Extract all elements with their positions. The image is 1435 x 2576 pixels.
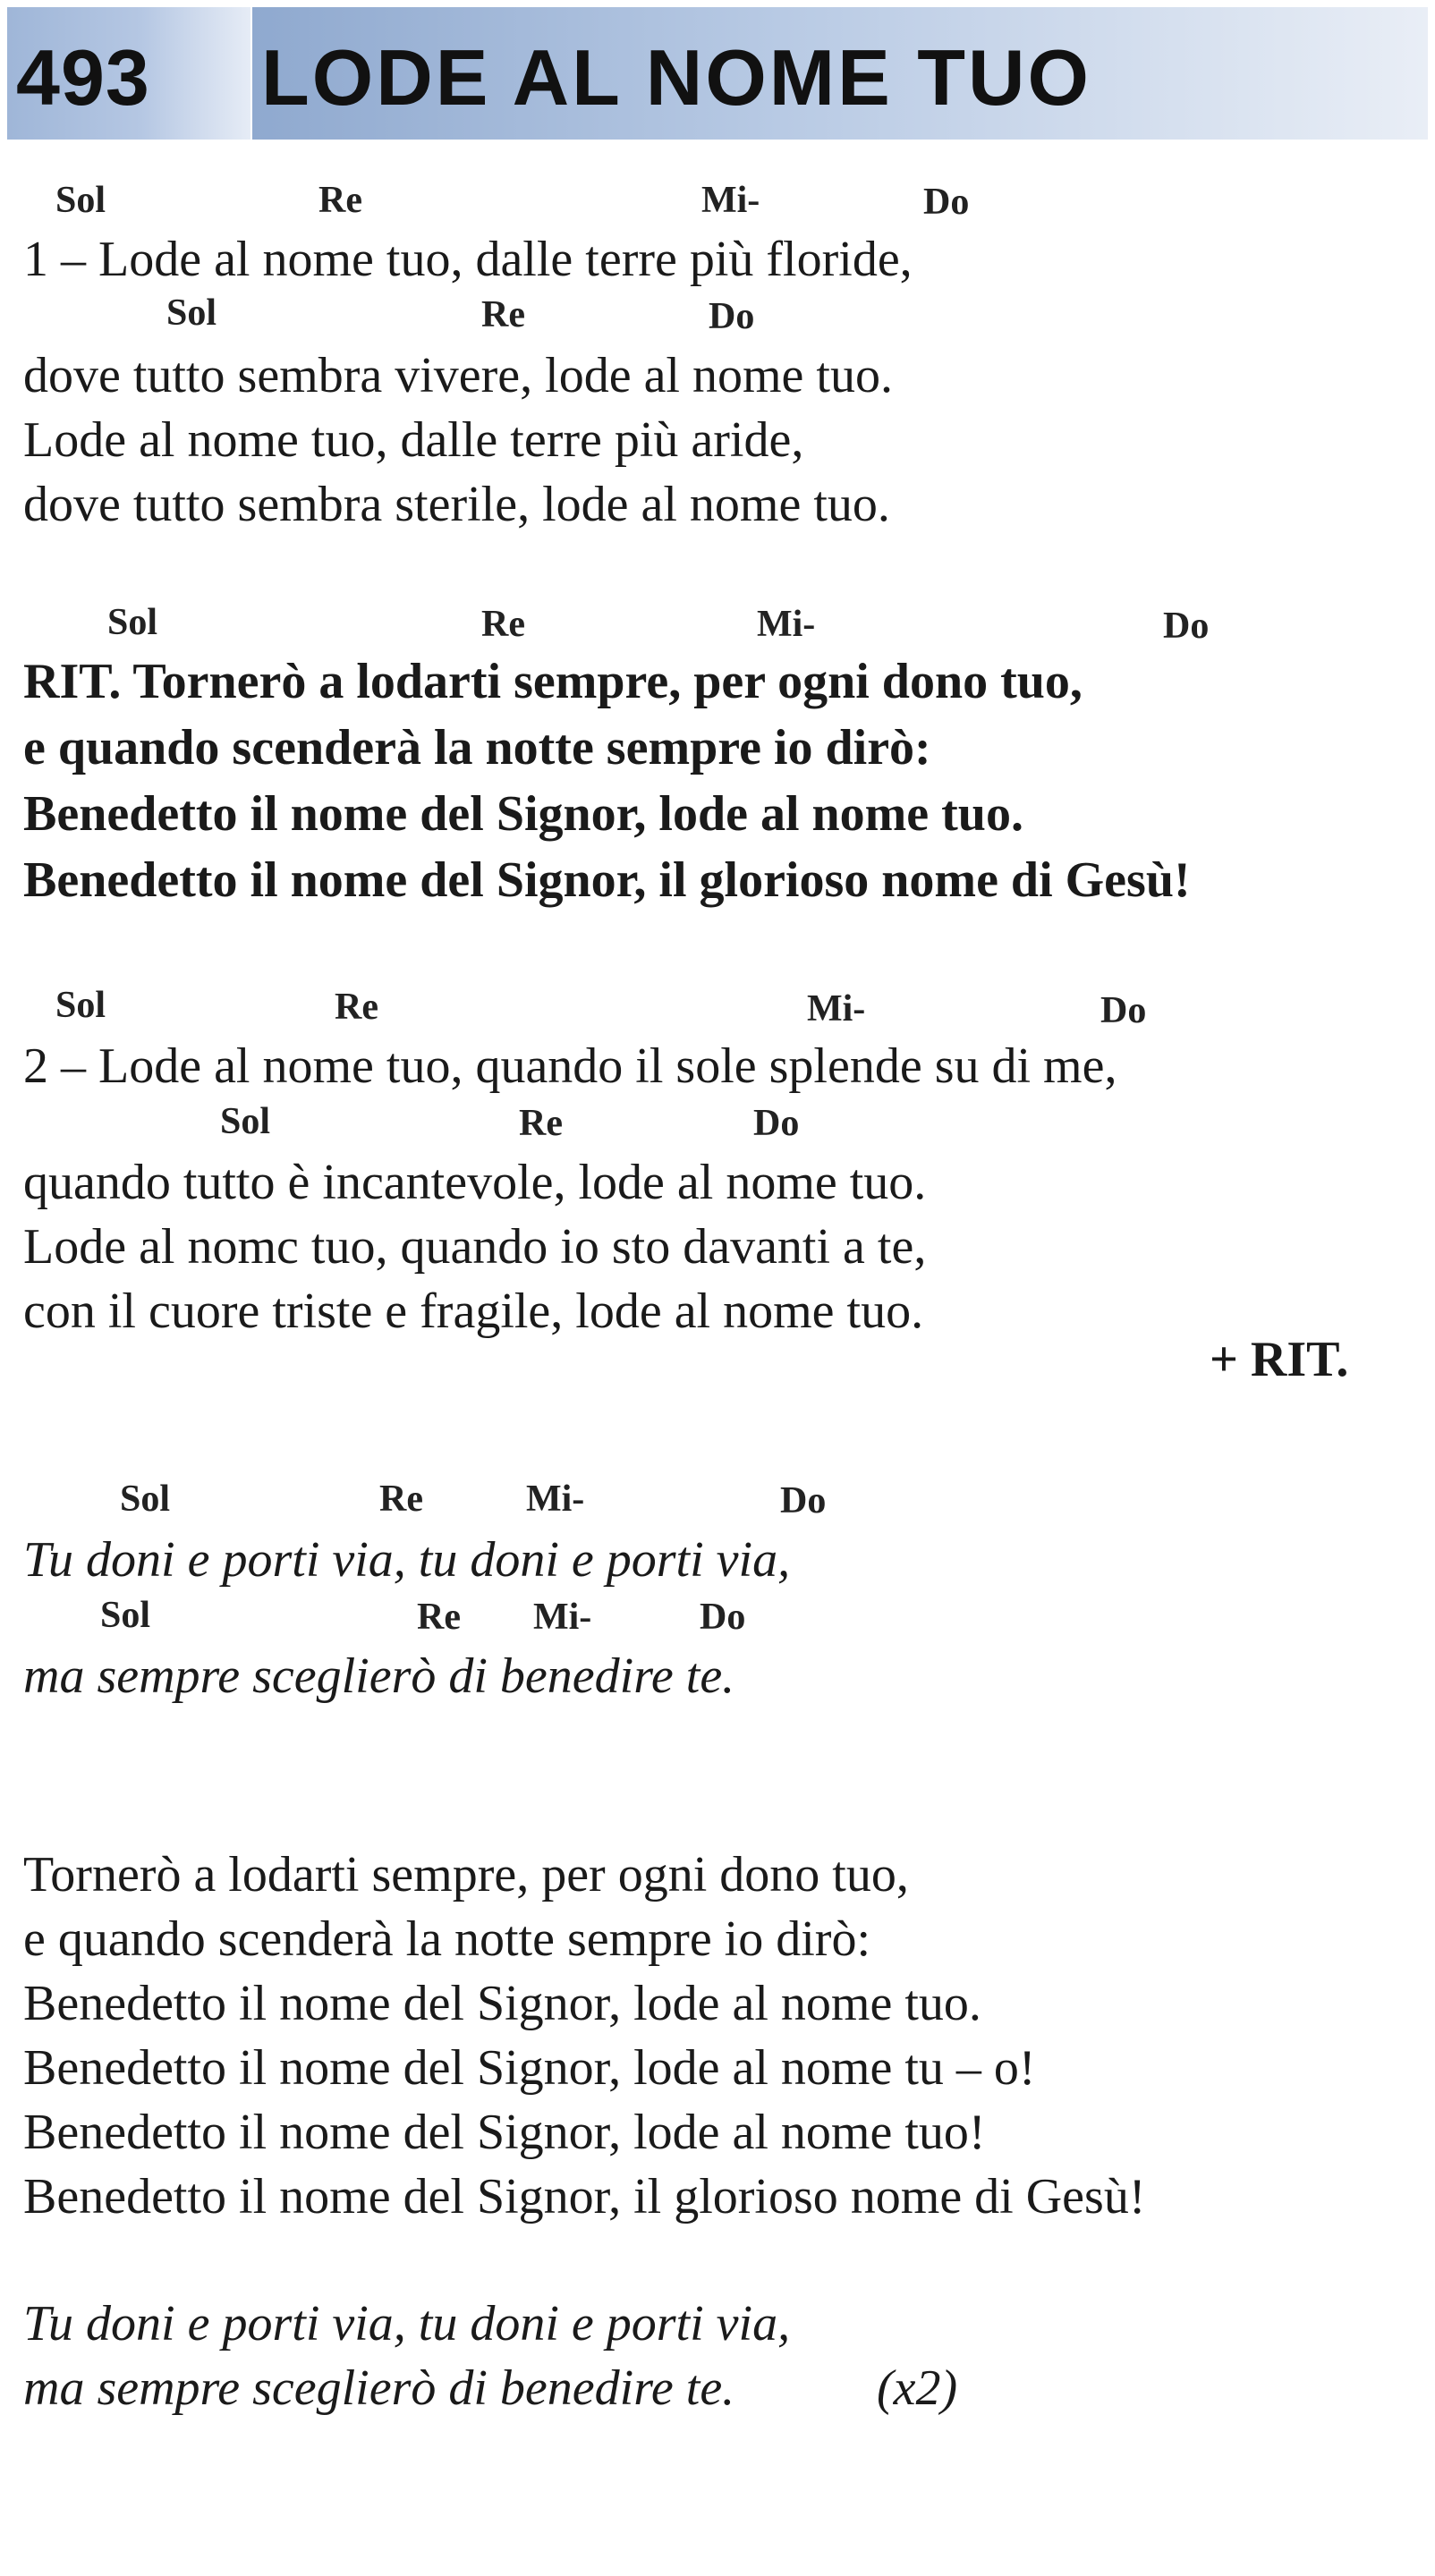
chorus-line1: RIT. Tornerò a lodarti sempre, per ogni dono tuo, — [23, 654, 1083, 709]
bridge-line2: ma sempre sceglierò di benedire te. — [23, 1648, 735, 1704]
verse1-line4: dove tutto sembra sterile, lode al nome tuo. — [23, 477, 890, 532]
chord: Re — [318, 180, 362, 221]
verse2-line1: 2 – Lode al nome tuo, quando il sole splende su di me, — [23, 1038, 1117, 1094]
repeat-count: (x2) — [877, 2360, 958, 2416]
chord: Sol — [55, 180, 106, 221]
outro-line1: Tu doni e porti via, tu doni e porti via, — [23, 2296, 791, 2351]
chord: Re — [481, 604, 525, 645]
chord: Do — [1100, 990, 1147, 1031]
bridge-line1: Tu doni e porti via, tu doni e porti via, — [23, 1532, 791, 1588]
verse2-line2: quando tutto è incantevole, lode al nome tuo. — [23, 1155, 927, 1210]
finale-line5: Benedetto il nome del Signor, lode al nome tuo! — [23, 2105, 986, 2160]
chord: Re — [481, 294, 525, 335]
finale-line2: e quando scenderà la notte sempre io dirò: — [23, 1911, 870, 1967]
chord: Sol — [166, 292, 217, 334]
chord: Mi- — [807, 988, 866, 1030]
verse1-line3: Lode al nome tuo, dalle terre più aride, — [23, 412, 804, 468]
chord: Mi- — [701, 180, 760, 221]
outro-line2: ma sempre sceglierò di benedire te. — [23, 2360, 735, 2416]
chorus-line3: Benedetto il nome del Signor, lode al nome tuo. — [23, 786, 1023, 842]
finale-line1: Tornerò a lodarti sempre, per ogni dono tuo, — [23, 1847, 909, 1902]
chord: Sol — [120, 1479, 171, 1520]
song-number: 493 — [16, 33, 150, 122]
verse1-line2: dove tutto sembra vivere, lode al nome tuo. — [23, 348, 893, 403]
song-header — [0, 0, 1435, 143]
song-title: LODE AL NOME TUO — [261, 33, 1091, 122]
verse1-line1: 1 – Lode al nome tuo, dalle terre più floride, — [23, 232, 913, 287]
chord: Mi- — [533, 1597, 592, 1638]
chord: Do — [700, 1597, 746, 1638]
chord: Re — [335, 987, 378, 1028]
chord: Mi- — [526, 1479, 585, 1520]
chorus-repeat-marker: + RIT. — [1210, 1332, 1349, 1387]
chord: Re — [417, 1597, 461, 1638]
chord: Do — [780, 1480, 827, 1521]
chord: Do — [753, 1103, 800, 1144]
finale-line6: Benedetto il nome del Signor, il glorioso nome di Gesù! — [23, 2169, 1146, 2224]
chord: Sol — [55, 985, 106, 1026]
chorus-line4: Benedetto il nome del Signor, il glorioso nome di Gesù! — [23, 852, 1191, 908]
chord: Do — [709, 296, 755, 337]
chord: Re — [519, 1103, 563, 1144]
chord: Do — [923, 182, 970, 223]
chord: Sol — [100, 1595, 151, 1636]
chord: Do — [1163, 606, 1210, 647]
chord: Sol — [220, 1101, 271, 1142]
chord: Sol — [107, 602, 158, 643]
finale-line4: Benedetto il nome del Signor, lode al nome tu – o! — [23, 2040, 1036, 2096]
chorus-line2: e quando scenderà la notte sempre io dirò: — [23, 720, 931, 775]
verse2-line4: con il cuore triste e fragile, lode al nome tuo. — [23, 1284, 924, 1339]
chord: Re — [379, 1479, 423, 1520]
finale-line3: Benedetto il nome del Signor, lode al nome tuo. — [23, 1976, 981, 2031]
chord: Mi- — [757, 604, 816, 645]
verse2-line3: Lode al nomc tuo, quando io sto davanti a te, — [23, 1219, 927, 1275]
